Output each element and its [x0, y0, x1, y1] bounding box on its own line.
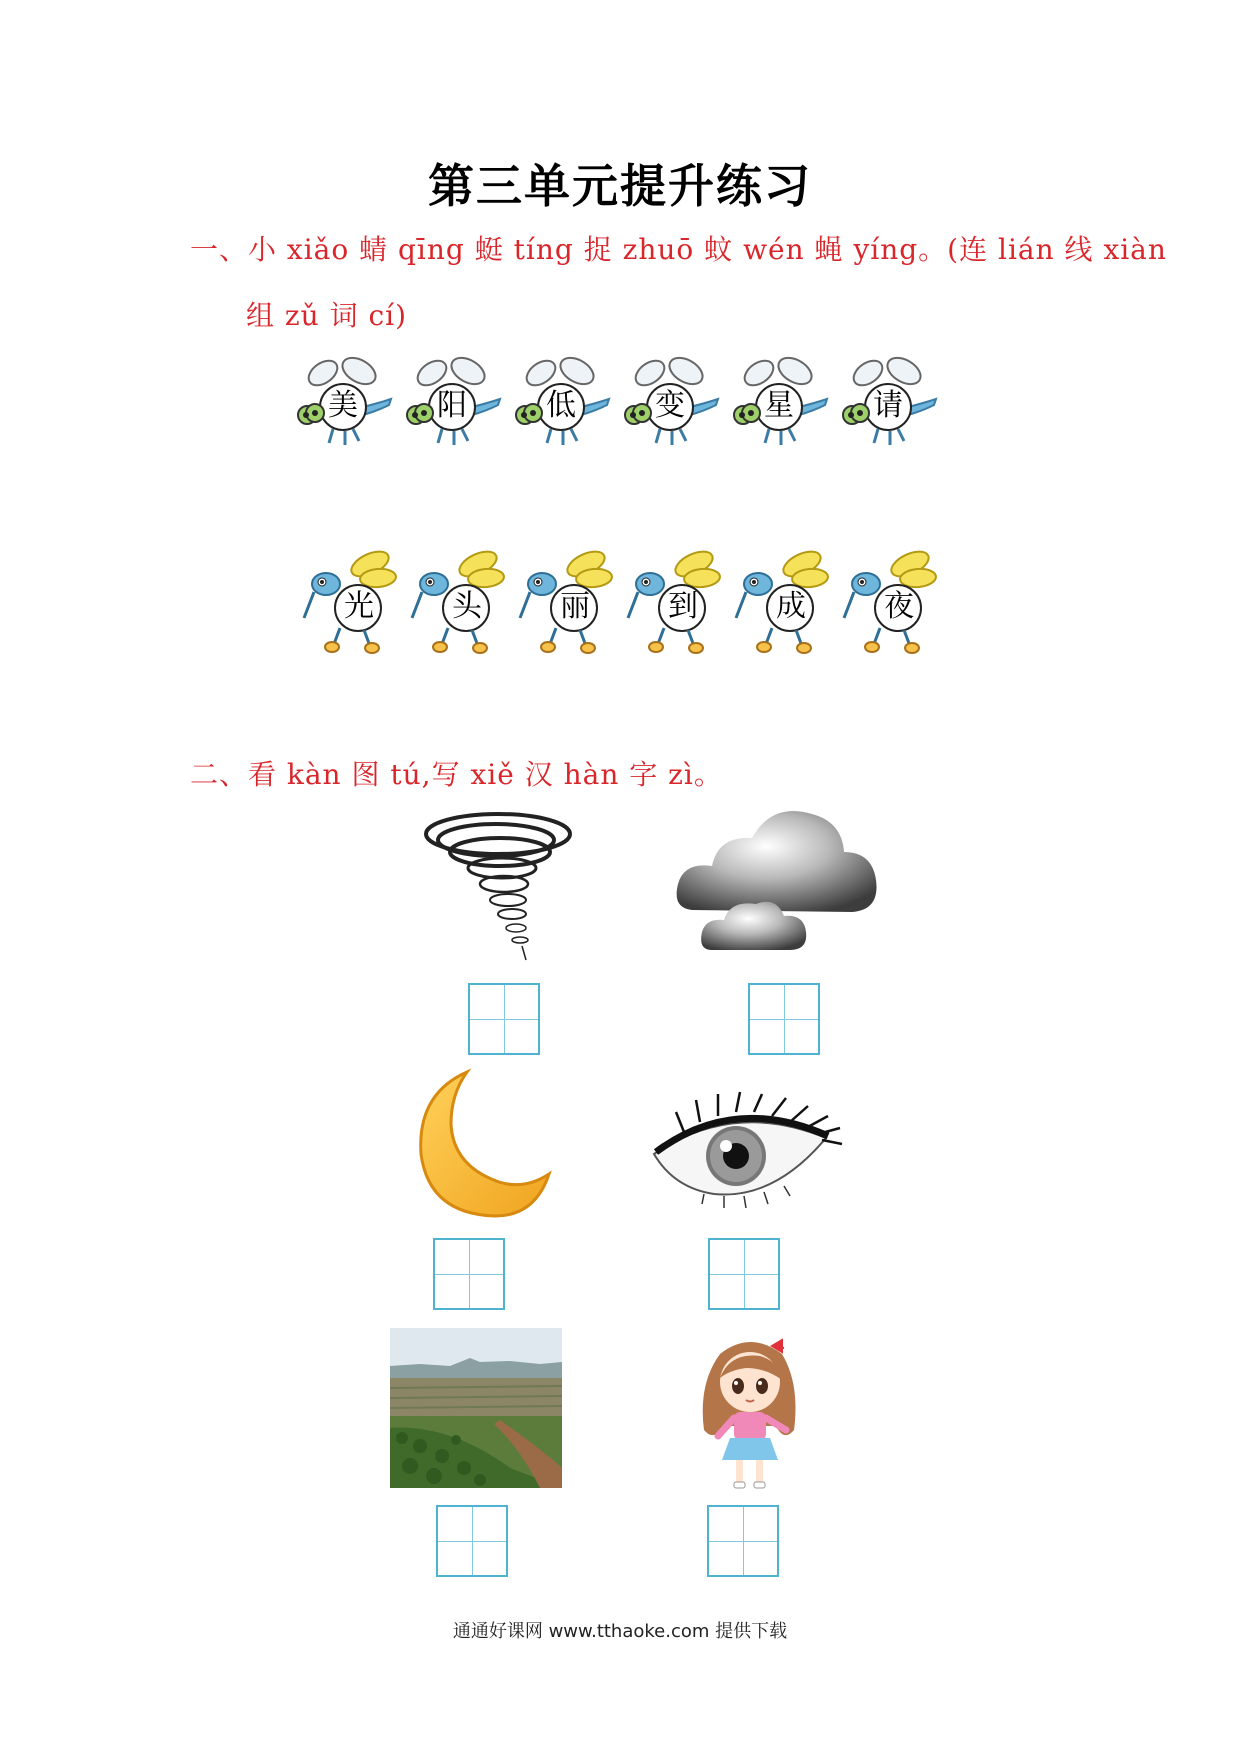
dragonfly-character: 美 — [328, 388, 358, 423]
tornado-icon — [418, 806, 578, 966]
mosquito-character: 头 — [452, 589, 482, 624]
dragonfly-icon[interactable] — [838, 355, 938, 465]
mosquito-row — [0, 548, 1240, 658]
dragonfly-icon[interactable] — [729, 355, 829, 465]
mosquito-icon[interactable] — [624, 548, 724, 658]
dragonfly-character: 星 — [764, 388, 794, 423]
mosquito-icon[interactable] — [732, 548, 832, 658]
dragonfly-icon[interactable] — [511, 355, 611, 465]
girl-icon — [690, 1334, 810, 1494]
mosquito-character: 成 — [776, 589, 806, 624]
mosquito-icon[interactable] — [840, 548, 940, 658]
mosquito-icon[interactable] — [516, 548, 616, 658]
dragonfly-character: 阳 — [437, 388, 467, 423]
eye-icon — [644, 1090, 844, 1210]
moon-icon — [395, 1066, 555, 1226]
field-icon — [390, 1328, 562, 1488]
mosquito-character: 夜 — [884, 589, 914, 624]
mosquito-character: 丽 — [560, 589, 590, 624]
writing-grid[interactable] — [433, 1238, 505, 1310]
dragonfly-icon[interactable] — [293, 355, 393, 465]
cloud-icon — [672, 800, 882, 970]
writing-grid[interactable] — [436, 1505, 508, 1577]
question-1-line-1: 一、小 xiǎo 蜻 qīng 蜓 tíng 捉 zhuō 蚊 wén 蝇 yíng。(连 lián 线 xiàn — [190, 233, 1167, 266]
dragonfly-icon[interactable] — [620, 355, 720, 465]
dragonfly-character: 变 — [655, 388, 685, 423]
mosquito-character: 光 — [344, 589, 374, 624]
dragonfly-row — [0, 355, 1240, 465]
question-1-line-2: 组 zǔ 词 cí) — [246, 299, 408, 332]
dragonfly-character: 请 — [873, 388, 903, 423]
footer-credit: 通通好课网 www.tthaoke.com 提供下载 — [452, 1621, 788, 1642]
writing-grid[interactable] — [708, 1238, 780, 1310]
mosquito-character: 到 — [668, 589, 698, 624]
mosquito-icon[interactable] — [300, 548, 400, 658]
writing-grid[interactable] — [748, 983, 820, 1055]
page-title: 第三单元提升练习 — [428, 159, 812, 213]
question-2-prompt: 二、看 kàn 图 tú,写 xiě 汉 hàn 字 zì。 — [190, 758, 723, 791]
dragonfly-icon[interactable] — [402, 355, 502, 465]
writing-grid[interactable] — [707, 1505, 779, 1577]
mosquito-icon[interactable] — [408, 548, 508, 658]
writing-grid[interactable] — [468, 983, 540, 1055]
dragonfly-character: 低 — [546, 388, 576, 423]
